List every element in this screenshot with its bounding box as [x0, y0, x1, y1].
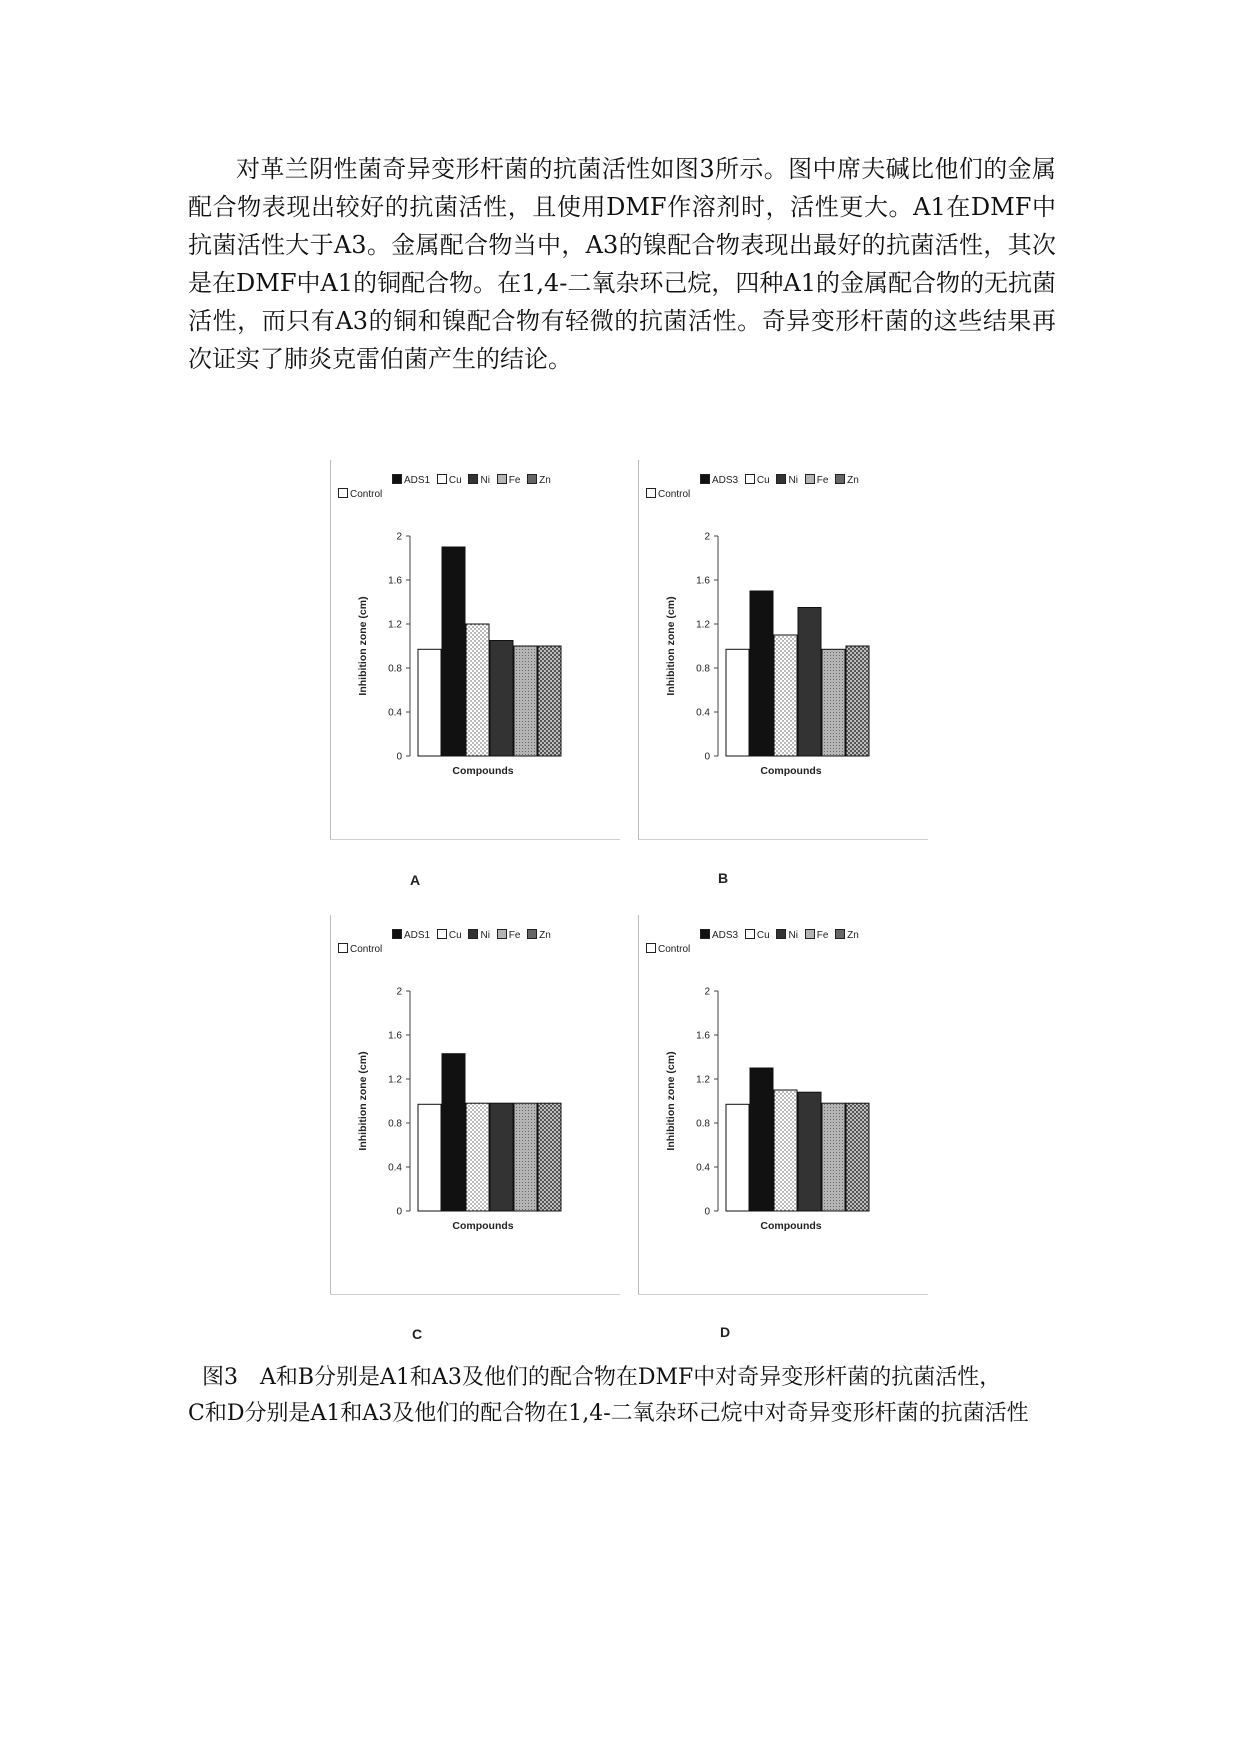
bar-fe — [514, 646, 537, 756]
x-axis-label: Compounds — [760, 765, 822, 777]
chart-panel-b — [638, 460, 928, 840]
figure-3 — [320, 460, 940, 1350]
y-tick-label: 0.8 — [388, 663, 402, 675]
legend-label: Control — [658, 489, 691, 500]
bar-cu — [774, 1090, 797, 1211]
chart-legend — [388, 474, 551, 486]
y-axis-label: Inhibition zone (cm) — [665, 1051, 677, 1151]
figure-caption — [188, 1360, 1056, 1432]
chart-legend — [388, 929, 551, 941]
bar-fe — [822, 1103, 845, 1211]
legend-label: Ni — [788, 930, 798, 941]
y-tick-label: 0.4 — [696, 1162, 710, 1174]
legend-control — [338, 943, 382, 955]
legend-label: ADS1 — [404, 475, 431, 486]
bar-ads3 — [750, 1068, 773, 1211]
legend-label: Cu — [448, 475, 462, 486]
y-tick-label: 0.4 — [388, 707, 402, 719]
y-axis-label: Inhibition zone (cm) — [357, 1051, 369, 1151]
legend-label: Fe — [508, 930, 521, 941]
y-tick-label: 1.2 — [696, 1074, 710, 1086]
bar-control — [418, 649, 441, 756]
legend-label: Fe — [816, 930, 829, 941]
y-tick-label: 1.6 — [696, 1030, 710, 1042]
y-tick-label: 0.4 — [696, 707, 710, 719]
bar-ads1 — [442, 1054, 465, 1211]
y-tick-label: 2 — [396, 531, 402, 543]
bar-ni — [798, 608, 821, 757]
bar-zn — [846, 1103, 869, 1211]
legend-label: ADS1 — [404, 930, 431, 941]
legend-label: Cu — [756, 475, 770, 486]
legend-label: Ni — [480, 475, 490, 486]
y-tick-label: 2 — [704, 986, 710, 998]
panel-letter-d: D — [720, 1324, 731, 1340]
y-tick-label: 2 — [704, 531, 710, 543]
legend-label: Ni — [480, 930, 490, 941]
legend-control — [338, 488, 382, 500]
panel-letter-b: B — [718, 870, 729, 886]
chart-plot-c — [330, 915, 620, 1295]
body-paragraph — [188, 150, 1056, 378]
bar-control — [418, 1104, 441, 1211]
x-axis-label: Compounds — [452, 765, 514, 777]
legend-label: Control — [350, 944, 383, 955]
bar-cu — [466, 624, 489, 756]
legend-label: Zn — [539, 475, 551, 486]
y-tick-label: 0 — [396, 1206, 402, 1218]
chart-panel-c — [330, 915, 620, 1295]
chart-plot-a — [330, 460, 620, 840]
y-tick-label: 2 — [396, 986, 402, 998]
y-tick-label: 0 — [704, 1206, 710, 1218]
legend-control — [646, 943, 690, 955]
y-tick-label: 1.2 — [388, 1074, 402, 1086]
legend-label: ADS3 — [712, 930, 739, 941]
x-axis-label: Compounds — [452, 1220, 514, 1232]
legend-control — [646, 488, 690, 500]
panel-letter-c: C — [412, 1326, 423, 1342]
y-tick-label: 0.4 — [388, 1162, 402, 1174]
legend-label: Zn — [539, 930, 551, 941]
legend-label: ADS3 — [712, 475, 739, 486]
bar-cu — [466, 1103, 489, 1211]
y-tick-label: 0.8 — [696, 1118, 710, 1130]
chart-panel-a — [330, 460, 620, 840]
panel-letter-a: A — [410, 872, 421, 888]
bar-ni — [490, 1103, 513, 1211]
bar-control — [726, 1104, 749, 1211]
chart-plot-b — [638, 460, 928, 840]
bar-fe — [514, 1103, 537, 1211]
chart-plot-d — [638, 915, 928, 1295]
y-tick-label: 1.6 — [388, 1030, 402, 1042]
legend-label: Fe — [816, 475, 829, 486]
paragraph-text: 对革兰阴性菌奇异变形杆菌的抗菌活性如图3所示。图中席夫碱比他们的金属配合物表现出较好的抗菌活性，且使用DMF作溶剂时，活性更大。A1在DMF中抗菌活性大于A3。金属配合物当中，A3的镍配合物表现出最好的抗菌活性，其次是在DMF中A1的铜配合物。在1,4-二氧杂环己烷，四种A1的金属配合物的无抗菌活性，而只有A3的铜和镍配合物有轻微的抗菌活性。奇异变形杆菌的这些结果再次证实了肺炎克雷伯菌产生的结论。 — [188, 155, 1056, 373]
y-tick-label: 0 — [396, 751, 402, 763]
y-axis-label: Inhibition zone (cm) — [357, 596, 369, 696]
x-axis-label: Compounds — [760, 1220, 822, 1232]
bar-zn — [846, 646, 869, 756]
bar-zn — [538, 1103, 561, 1211]
caption-line-2: C和D分别是A1和A3及他们的配合物在1,4-二氧杂环己烷中对奇异变形杆菌的抗菌活性 — [188, 1401, 1029, 1426]
legend-label: Fe — [508, 475, 521, 486]
y-tick-label: 0.8 — [388, 1118, 402, 1130]
bar-zn — [538, 646, 561, 756]
chart-legend — [696, 474, 859, 486]
bar-cu — [774, 635, 797, 756]
y-tick-label: 0 — [704, 751, 710, 763]
bar-ads3 — [750, 591, 773, 756]
y-tick-label: 1.6 — [696, 575, 710, 587]
y-tick-label: 0.8 — [696, 663, 710, 675]
bar-control — [726, 649, 749, 756]
legend-label: Ni — [788, 475, 798, 486]
y-tick-label: 1.6 — [388, 575, 402, 587]
chart-legend — [696, 929, 859, 941]
y-tick-label: 1.2 — [388, 619, 402, 631]
bar-ni — [490, 641, 513, 757]
legend-label: Cu — [756, 930, 770, 941]
legend-label: Zn — [847, 930, 859, 941]
legend-label: Cu — [448, 930, 462, 941]
y-tick-label: 1.2 — [696, 619, 710, 631]
chart-panel-d — [638, 915, 928, 1295]
caption-line-1: 图3 A和B分别是A1和A3及他们的配合物在DMF中对奇异变形杆菌的抗菌活性， — [202, 1365, 1002, 1390]
y-axis-label: Inhibition zone (cm) — [665, 596, 677, 696]
bar-ads1 — [442, 547, 465, 756]
legend-label: Control — [658, 944, 691, 955]
bar-fe — [822, 649, 845, 756]
legend-label: Control — [350, 489, 383, 500]
legend-label: Zn — [847, 475, 859, 486]
bar-ni — [798, 1092, 821, 1211]
